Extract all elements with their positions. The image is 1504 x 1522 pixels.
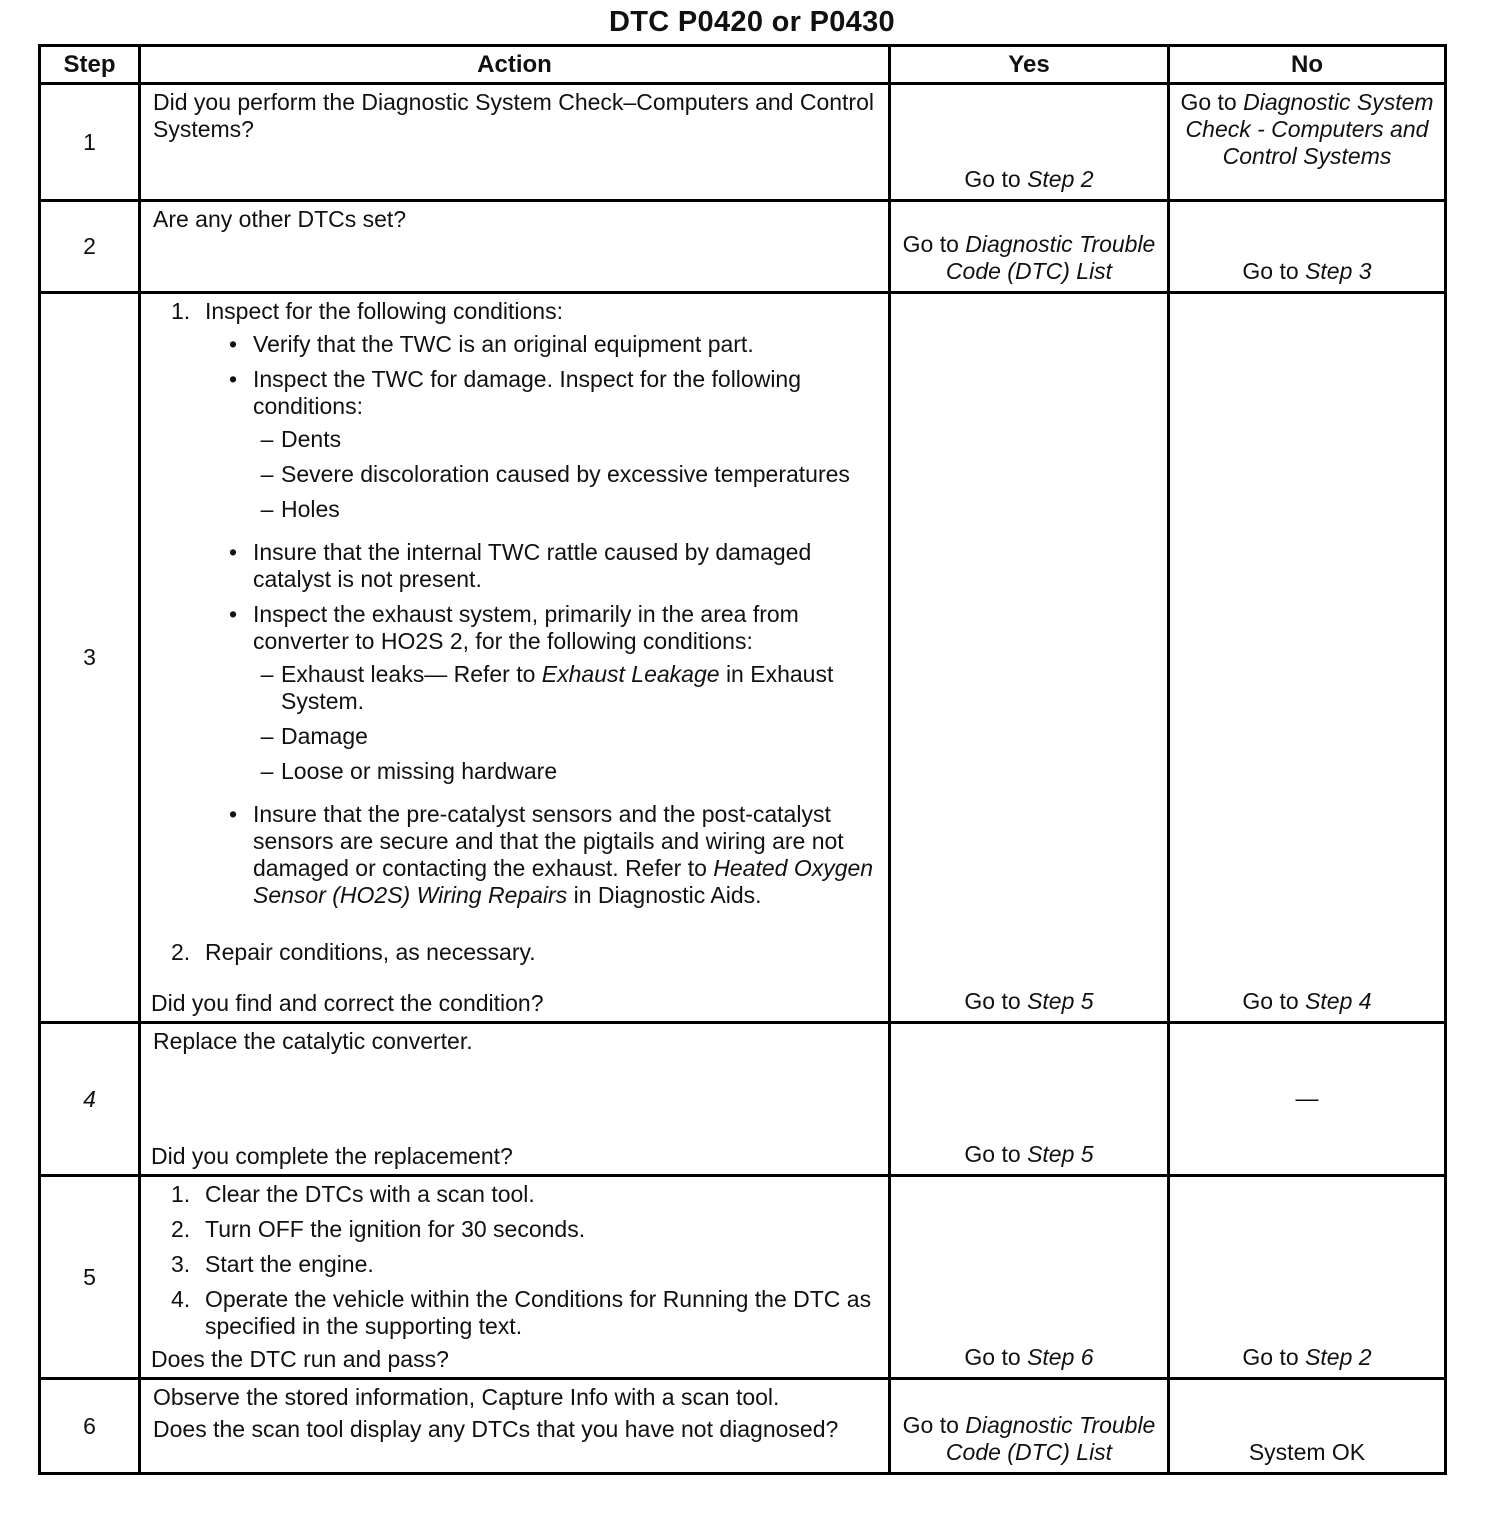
yes-link[interactable]: Diagnostic Trouble Code (DTC) List [945, 1412, 1156, 1465]
no-text: System OK [1248, 1439, 1366, 1465]
table-row [40, 1023, 1446, 1176]
step-number: 1 [40, 84, 140, 201]
action-text: Observe the stored information, Capture Info with a scan tool. [153, 1384, 780, 1410]
dash-text: Exhaust leaks— Refer to [281, 661, 536, 687]
bullet-list [205, 331, 878, 909]
no-link[interactable]: Step 4 [1305, 988, 1372, 1014]
dash-list [253, 426, 878, 523]
no-text: — [1295, 1084, 1319, 1111]
list-item: • Inspect the TWC for damage. Inspect for the following conditions: – Dents – Severe discoloration caused by excessive temperatures – Holes [229, 366, 878, 531]
list-item: – Holes [260, 496, 340, 522]
question-text: Did you find and correct the condition? [151, 990, 544, 1016]
list-item-text: Inspect for the following conditions: [205, 298, 563, 324]
no-link[interactable]: Diagnostic System Check - Computers and Control Systems [1185, 89, 1434, 169]
action-text: Did you perform the Diagnostic System Check– [153, 89, 637, 115]
no-cell [1169, 1176, 1446, 1379]
list-item: • Verify that the TWC is an original equipment part. [229, 331, 754, 357]
header-yes: Yes [890, 46, 1169, 84]
bullet-text: Inspect the exhaust system, primarily in the area from converter to HO2S 2, for the following conditions: [253, 601, 799, 654]
table-row [40, 201, 1446, 293]
no-prefix: Go to [1180, 89, 1237, 115]
action-cell [140, 293, 890, 1023]
bullet-text: in Diagnostic Aids. [573, 882, 762, 908]
table-row [40, 84, 1446, 201]
header-no: No [1169, 46, 1446, 84]
yes-link[interactable]: Step 5 [1027, 1141, 1094, 1167]
diagnostic-table [38, 44, 1447, 1475]
list-item: – Severe discoloration caused by excessive temperatures [260, 461, 850, 487]
page-title: DTC P0420 or P0430 [609, 6, 895, 38]
step-number: 2 [40, 201, 140, 293]
dash-list [253, 661, 878, 785]
no-prefix: Go to [1242, 1344, 1299, 1370]
no-link[interactable]: Step 3 [1305, 258, 1372, 284]
table-header-row [40, 46, 1446, 84]
yes-cell [890, 84, 1169, 201]
no-prefix: Go to [1242, 988, 1299, 1014]
action-cell [140, 84, 890, 201]
no-cell [1169, 293, 1446, 1023]
no-cell [1169, 201, 1446, 293]
list-item: 4. Operate the vehicle within the Conditions for Running the DTC as specified in the supporting text. [171, 1286, 878, 1340]
dash-text: Dents [281, 426, 342, 452]
yes-cell [890, 293, 1169, 1023]
step-number [40, 1023, 140, 1176]
no-link[interactable]: Step 2 [1305, 1344, 1372, 1370]
list-item: 2. Repair conditions, as necessary. [171, 939, 536, 965]
table-row [40, 1379, 1446, 1474]
step-number: 5 [40, 1176, 140, 1379]
yes-prefix: Go to [964, 988, 1021, 1014]
list-item: 1. Inspect for the following conditions: • Verify that the TWC is an original equipment part. • Inspect the TWC for damage. Inspect for the following conditions: – Dents – Severe discoloration caused by excessive temperatures – Holes • Insure that the internal TWC rattle caused by damaged catalyst is not present. • Inspect the exhaust system, primarily in the area from converter to HO2S 2, for the following conditions: – Exhaust leaks— Refer to Exhaust Leakage in Exhaust System. – Damage – Loose or missing hardware • Insure that the pre-catalyst sensors and the post-catalyst sensors are secure and that the pigtails and wiring are not damaged or contacting the exhaust. Refer to Heated Oxygen Sensor (HO2S) Wiring Repairs in Diagnostic Aids. [171, 298, 878, 917]
no-cell [1169, 84, 1446, 201]
yes-link[interactable]: Diagnostic Trouble Code (DTC) List [945, 231, 1156, 284]
dash-text: in Exhaust System. [281, 661, 834, 714]
yes-link[interactable]: Step 2 [1027, 166, 1094, 192]
question-text: Did you complete the replacement? [151, 1143, 513, 1169]
list-item: – Damage [260, 723, 368, 749]
list-item-text: Repair conditions, as necessary. [205, 939, 536, 965]
bullet-text: Verify that the TWC is an original equipment part. [253, 331, 754, 357]
table-row [40, 293, 1446, 1023]
action-cell [140, 201, 890, 293]
step-number: 6 [40, 1379, 140, 1474]
bullet-text: Insure that the pre-catalyst sensors and the post-catalyst sensors are secure and that the pigtails and wiring are not damaged or contacting the exhaust. Refer to [253, 801, 844, 881]
list-item: • Insure that the internal TWC rattle caused by damaged catalyst is not present. [229, 539, 878, 593]
list-item: – Loose or missing hardware [260, 758, 558, 784]
question-text: Does the scan tool display any DTCs that you have not diagnosed? [153, 1416, 839, 1442]
no-prefix: Go to [1242, 258, 1299, 284]
action-link: Computers and Control Systems? [153, 89, 874, 142]
yes-cell [890, 201, 1169, 293]
list-item: – Exhaust leaks— Refer to Exhaust Leakage in Exhaust System. [260, 661, 834, 714]
bullet-text: Insure that the internal TWC rattle caused by damaged catalyst is not present. [253, 539, 812, 592]
list-item: • Insure that the pre-catalyst sensors and the post-catalyst sensors are secure and that the pigtails and wiring are not damaged or contacting the exhaust. Refer to Heated Oxygen Sensor (HO2S) Wiring Repairs in Diagnostic Aids. [229, 801, 874, 908]
list-item-text: Operate the vehicle within the Conditions for Running the DTC as specified in the supporting text. [205, 1286, 872, 1339]
action-text: Replace the catalytic converter. [153, 1028, 473, 1054]
action-cell [140, 1023, 890, 1176]
numbered-list [171, 1181, 878, 1340]
dash-text: Damage [281, 723, 368, 749]
step-number: 3 [40, 293, 140, 1023]
list-item: • Inspect the exhaust system, primarily in the area from converter to HO2S 2, for the following conditions: – Exhaust leaks— Refer to Exhaust Leakage in Exhaust System. – Damage – Loose or missing hardware [229, 601, 878, 793]
yes-link[interactable]: Step 6 [1027, 1344, 1094, 1370]
dash-text: Severe discoloration caused by excessive temperatures [281, 461, 850, 487]
list-item: 1. Clear the DTCs with a scan tool. [171, 1181, 535, 1207]
header-step: Step [40, 46, 140, 84]
exhaust-leakage-link[interactable]: Exhaust Leakage [541, 661, 720, 687]
list-item: – Dents [260, 426, 342, 452]
dash-text: Holes [281, 496, 340, 522]
no-cell [1169, 1379, 1446, 1474]
dash-text: Loose or missing hardware [281, 758, 558, 784]
header-action: Action [140, 46, 890, 84]
action-cell [140, 1176, 890, 1379]
ho2s-wiring-link[interactable]: Heated Oxygen Sensor (HO2S) Wiring Repairs [253, 855, 874, 908]
yes-cell [890, 1023, 1169, 1176]
action-text: Are any other DTCs set? [153, 206, 407, 232]
numbered-list [171, 298, 878, 966]
list-item: 2. Turn OFF the ignition for 30 seconds. [171, 1216, 586, 1242]
list-item-text: Turn OFF the ignition for 30 seconds. [205, 1216, 586, 1242]
yes-cell [890, 1379, 1169, 1474]
yes-prefix: Go to [964, 1344, 1021, 1370]
yes-prefix: Go to [902, 1412, 959, 1438]
list-item: 3. Start the engine. [171, 1251, 374, 1277]
bullet-text: Inspect the TWC for damage. Inspect for the following conditions: [253, 366, 802, 419]
yes-link[interactable]: Step 5 [1027, 988, 1094, 1014]
yes-prefix: Go to [902, 231, 959, 257]
step-number-text: 4 [83, 1085, 96, 1112]
yes-cell [890, 1176, 1169, 1379]
action-cell [140, 1379, 890, 1474]
no-cell [1169, 1023, 1446, 1176]
table-row [40, 1176, 1446, 1379]
question-text: Does the DTC run and pass? [151, 1346, 449, 1372]
diagnostic-table-container [38, 44, 1444, 1474]
yes-prefix: Go to [964, 166, 1021, 192]
list-item-text: Start the engine. [205, 1251, 374, 1277]
list-item-text: Clear the DTCs with a scan tool. [205, 1181, 535, 1207]
yes-prefix: Go to [964, 1141, 1021, 1167]
